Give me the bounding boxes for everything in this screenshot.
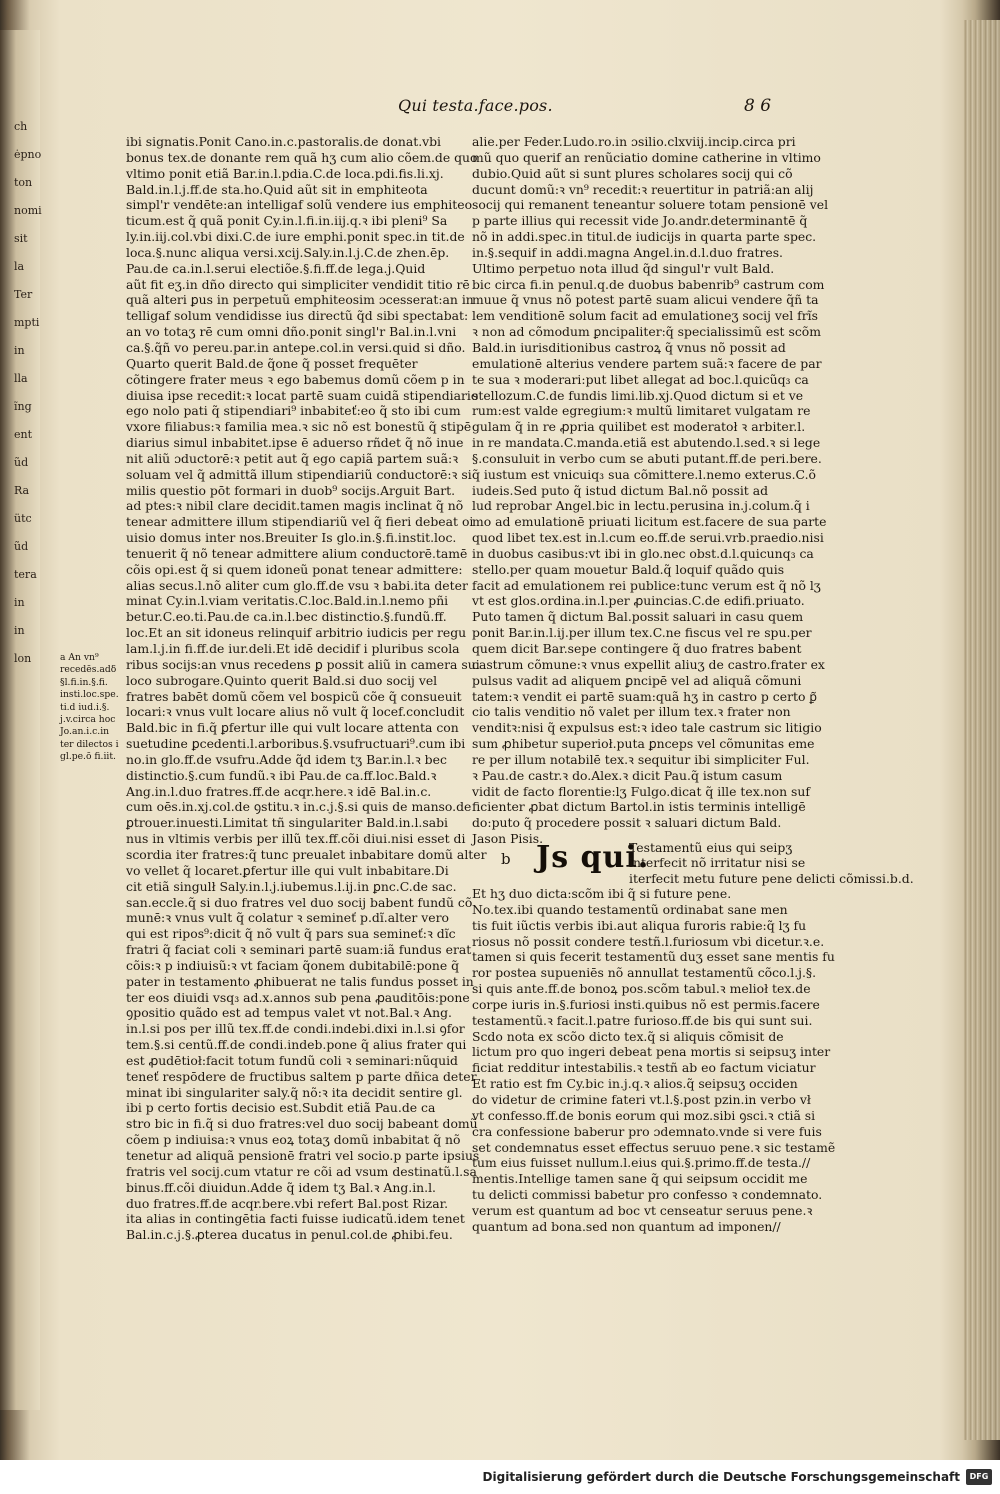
text-line: vltimo ponit etiã Bar.in.l.pdia.C.de loca.pdi.fis.li.xj. (126, 165, 444, 181)
text-line: nõ in addi.spec.in titul.de iudicijs in quarta parte spec. (472, 229, 817, 245)
text-line: locari:ꝛ vnus vult locare alius nõ vult q̃ locef.concludit (126, 704, 465, 720)
text-line: ticum.est q̃ quã ponit Cy.in.l.fi.in.iij.q.ꝛ ibi pleni⁹ Sa (126, 213, 448, 229)
text-line: rum:est valde egregium:ꝛ multũ limitaret vulgatam re (472, 403, 811, 419)
text-line: p parte illius qui recessit vide Jo.andr.determinantē q̃ (472, 213, 808, 229)
margin-note (60, 652, 124, 764)
text-line: ꝑtrouer.inuesti.Limitat tñ singulariter Bald.in.l.sabi (126, 815, 448, 831)
text-line: Ultimo perpetuo nota illud q̃d singul'r vult Bald. (472, 260, 775, 276)
text-line: mentis.Intellige tamen sane q̃ qui seipsum occidit me (472, 1171, 808, 1187)
text-line: cio talis venditio nõ valet per illum tex.ꝛ frater non (472, 704, 791, 720)
text-line: Testamentũ eius qui seipʒ (629, 840, 793, 855)
text-line: ibi signatis.Ponit Cano.in.c.pastoralis.de donat.vbi (126, 134, 442, 149)
text-line: ꝯpositio quãdo est ad tempus valet vt not.Bal.ꝛ Ang. (126, 1005, 452, 1021)
text-line: ter eos diuidi vsq₃ ad.x.annos sub pena ꝓauditōis:pone (126, 989, 470, 1005)
text-line: socij qui remanent teneantur soluere totam pensionē vel (472, 197, 829, 213)
facing-page-fragment: ch (14, 120, 28, 133)
text-line: lam.l.j.in fi.ff.de iur.deli.Et idē decidif i pluribus scola (126, 641, 460, 656)
note-marker-b: b (501, 850, 511, 868)
facing-page-fragment: ütc (14, 512, 32, 525)
facing-page-fragment: nomi (14, 204, 42, 217)
text-line: quod libet tex.est in.l.cum eo.ff.de serui.vrb.praedio.nisi (472, 530, 824, 546)
text-line: in.l.si pos per illũ tex.ff.de condi.indebi.dixi in.l.si ꝯfor (126, 1021, 465, 1037)
text-line: cõem p indiuisa:ꝛ vnus eoꝝ totaʒ domũ inbabitat q̃ nõ (126, 1132, 461, 1148)
text-line: §l.fi.in.§.fi. (60, 676, 108, 688)
text-line: tis fuit iũctis verbis ibi.aut aliqua furoris rabie:q̃ lʒ fu (472, 917, 807, 933)
text-line: te sua ꝛ moderari:put libet allegat ad boc.l.quicũq₃ ca (472, 371, 809, 387)
text-line: no.in glo.ff.de vsufru.Adde q̃d idem tʒ Bar.in.l.ꝛ bec (126, 751, 447, 767)
text-line: pater in testamento ꝓhibuerat ne talis fundus posset in (126, 973, 474, 989)
text-line: iudeis.Sed puto q̃ istud dictum Bal.nõ possit ad (472, 482, 769, 498)
text-line: ducunt domũ:ꝛ vn⁹ recedit:ꝛ reuertitur in patriã:an alij (472, 181, 814, 197)
text-line: ly.in.iij.col.vbi dixi.C.de iure emphi.ponit spec.in tit.de (126, 229, 465, 245)
text-line: cit etiã singulł Saly.in.l.j.iubemus.l.ij.in ꝑnc.C.de sac. (126, 878, 457, 894)
text-line: tenear admittere illum stipendiariũ vel q̃ fieri debeat oi (126, 514, 474, 530)
text-line: duo fratres.ff.de acqr.bere.vbi refert Bal.post Rizar. (126, 1195, 449, 1211)
dfg-logo: DFG (966, 1469, 992, 1485)
text-line: tu delicti commissi babetur pro confesso ꝛ condemnato. (472, 1187, 823, 1203)
facing-page-fragment: Ra (14, 484, 30, 497)
text-line: munē:ꝛ vnus vult q̃ colatur ꝛ semineť p.dĩ.alter vero (126, 910, 449, 926)
text-line: j.v.circa hoc (60, 714, 116, 726)
text-line: do videtur de crimine fateri vt.l.§.post pzin.in verbo vł (472, 1091, 811, 1107)
facing-page-fragment: ent (14, 428, 33, 441)
text-line: emulationē alterius vendere partem suã:ꝛ facere de par (472, 355, 822, 371)
book-page-edges (964, 20, 1000, 1440)
text-line: Ang.in.l.duo fratres.ff.de acqr.here.ꝛ idē Bal.in.c. (126, 783, 432, 799)
text-line: est ꝓudētioł:facit totum fundũ coli ꝛ seminari:nũquid (126, 1052, 458, 1068)
text-line: insti.loc.spe. (60, 689, 119, 701)
text-line: mo ad emulationē priuati licitum est.facere de sua parte (472, 514, 827, 530)
facing-page-fragment: ũd (14, 540, 29, 553)
facing-page-fragment: la (14, 260, 25, 273)
text-line: fratri q̃ faciat coli ꝛ seminari partē suam:iã fundus erat (126, 942, 472, 958)
text-line: ibi p certo fortis decisio est.Subdit etiã Pau.de ca (126, 1100, 436, 1116)
text-line: teneť respōdere de fructibus saltem p parte dñica deter (126, 1068, 477, 1084)
text-line: soluam vel q̃ admittã illum stipendiariũ conductorē:ꝛ si (126, 466, 472, 482)
text-line: loca.§.nunc aliqua versi.xcij.Saly.in.l.j.C.de zhen.ēp. (126, 244, 450, 260)
text-line: Jo.an.i.c.in (60, 726, 110, 738)
text-line: si quis ante.ff.de bonoꝝ pos.scõm tabul.ꝛ melioł tex.de (472, 981, 811, 997)
facing-page-fragment: Ter (14, 288, 33, 301)
text-line: ficienter ꝓbat dictum Bartol.in istis terminis intelligē (472, 799, 806, 815)
text-line: No.tex.ibi quando testamentũ ordinabat sane men (472, 901, 788, 917)
text-line: re per illum notabilē tex.ꝛ sequitur ibi simpliciter Ful. (472, 751, 810, 767)
text-line: do:puto q̃ procedere possit ꝛ saluari dictum Bald. (472, 815, 782, 831)
text-line: dubio.Quid aũt si sunt plures scholares socij qui cõ (472, 165, 793, 181)
text-line: ꝛ Pau.de castr.ꝛ do.Alex.ꝛ dicit Pau.q̃ istum casum (472, 767, 783, 783)
text-line: cõtingere frater meus ꝛ ego babemus domũ cõem p in (126, 371, 465, 387)
text-line: q̃ iustum est vnicuiq₃ sua cõmittere.l.nemo exterus.C.õ (472, 466, 816, 482)
text-line: Jason Pisis. (472, 831, 544, 847)
text-line: nit aliũ ɔductorē:ꝛ petit aut q̃ ego capiã partem suã:ꝛ (126, 450, 459, 466)
text-line: venditꝛ:nisi q̃ expulsus est:ꝛ ideo tale castrum sic litigio (472, 720, 822, 736)
text-line: nus in vltimis verbis per illũ tex.ff.cõi diui.nisi esset di (126, 831, 466, 847)
text-line: tenuerit q̃ nõ tenear admittere alium conductorē.tamē (126, 545, 468, 561)
text-line: recedēs.adδ (60, 664, 117, 676)
facing-page-fragment: ĩng (14, 400, 32, 413)
facing-page-fragment: ėpno (14, 148, 42, 161)
text-line: diuisa ipse recedit:ꝛ locat partē suam cuidã stipendiario (126, 387, 479, 403)
section-lemma (629, 840, 914, 886)
text-line: aũt fit eʒ.in dño directo qui simpliciter vendidit titio rē (126, 276, 470, 292)
text-line: vidit de facto florentie:lʒ Fulgo.dicat q̃ ille tex.non suf (472, 783, 810, 799)
text-line: Scdo nota ex scõo dicto tex.q̃ si aliquis cõmisit de (472, 1028, 784, 1044)
text-line: in re mandata.C.manda.etiã est abutendo.l.sed.ꝛ si lege (472, 435, 821, 451)
text-line: Pau.de ca.in.l.serui electiõe.§.fi.ff.de lega.j.Quid (126, 260, 426, 276)
text-line: ror postea supueniēs nõ annullat testamentũ cõco.l.j.§. (472, 965, 817, 981)
text-line: interfecit nõ irritatur nisi se (629, 855, 806, 871)
text-line: tatem:ꝛ vendit ei partē suam:quã hʒ in castro p certo ꝑ̃ (472, 688, 817, 704)
text-line: alias secus.l.nõ aliter cum glo.ff.de vsu ꝛ babi.ita deter (126, 577, 468, 593)
text-line: minat Cy.in.l.viam veritatis.C.loc.Bald.in.l.nemo pñi (126, 593, 449, 609)
facing-page-fragment: sit (14, 232, 28, 245)
facing-page-strip (0, 30, 40, 1410)
text-line: san.eccle.q̃ si duo fratres vel duo socij babent fundũ cõ (126, 894, 473, 910)
text-line: ponit Bar.in.l.ij.per illum tex.C.ne fiscus vel re spu.per (472, 625, 812, 641)
text-line: gl.pe.ō fi.iit. (60, 751, 116, 763)
text-line: distinctio.§.cum fundũ.ꝛ ibi Pau.de ca.ff.loc.Bald.ꝛ (126, 767, 437, 783)
text-line: fratres babēt domũ cõem vel bospicũ cõe q̃ consueuit (126, 688, 462, 704)
text-line: stro bic in fi.q̃ si duo fratres:vel duo socij babeant domũ (126, 1116, 478, 1132)
text-line: suetudine ꝑcedenti.l.arboribus.§.vsufructuari⁹.cum ibi (126, 736, 466, 752)
text-line: ficiat redditur intestabilis.ꝛ testñ ab eo factum viciatur (472, 1060, 816, 1076)
text-line: cra confessione baberur pro ɔdemnato.vnde si vere fuis (472, 1123, 822, 1139)
text-line: ribus socijs:an vnus recedens ꝑ possit aliũ in camera sui (126, 656, 480, 672)
text-line: quã alteri ꝑus in perpetuũ emphiteosim ɔcesserat:an in (126, 292, 474, 308)
facing-page-fragment: ton (14, 176, 33, 189)
text-line: bic circa fi.in penul.q.de duobus babenrib⁹ castrum com (472, 276, 825, 292)
text-line: Bald.in iurisditionibus castroꝝ q̃ vnus nõ possit ad (472, 339, 786, 355)
facing-page-fragment: in (14, 596, 25, 609)
text-line: Puto tamen q̃ dictum Bal.possit saluari in casu quem (472, 609, 804, 625)
text-line: pulsus vadit ad aliquem ꝑncipē vel ad aliquã cõmuni (472, 672, 802, 688)
text-line: riosus nõ possit condere testñ.l.furiosum vbi dicetur.ꝛ.e. (472, 933, 825, 949)
text-line: facit ad emulationem rei publice:tunc verum est q̃ nõ lʒ (472, 577, 821, 593)
text-line: in.§.sequif in addi.magna Angel.in.d.l.duo fratres. (472, 244, 784, 260)
text-line: cõis:ꝛ p indiuisũ:ꝛ vt faciam q̃onem dubitabilē:pone q̃ (126, 957, 460, 973)
text-line: ꝛ non ad cõmodum ꝑncipaliter:q̃ specialissimũ est scõm (472, 324, 821, 340)
text-line: ego nolo pati q̃ stipendiari⁹ inbabiteť:eo q̃ sto ibi cum (126, 403, 461, 419)
facing-page-fragment: tera (14, 568, 37, 581)
text-line: tamen si quis fecerit testamentũ duʒ esset sane mentis fu (472, 949, 835, 965)
text-line: Bald.bic in fi.q̃ ꝑfertur ille qui vult locare attenta con (126, 720, 459, 736)
text-line: §.consuluit in verbo cum se abuti putant.ff.de peri.bere. (472, 450, 822, 466)
facing-page-fragment: in (14, 624, 25, 637)
text-line: loc.Et an sit idoneus relinquif arbitrio iudicis per regu (126, 625, 467, 641)
text-line: ti.d iud.i.§. (60, 701, 110, 713)
text-line: Bald.in.l.j.ff.de sta.ho.Quid aũt sit in emphiteota (126, 181, 428, 197)
text-line: quem dicit Bar.sepe contingere q̃ duo fratres babent (472, 641, 802, 656)
text-line: cum oēs.in.xj.col.de ꝯstitu.ꝛ in.c.j.§.si quis de manso.de (126, 799, 472, 815)
facing-page-fragment: lla (14, 372, 28, 385)
text-line: corpe iuris in.§.furiosi insti.quibus nõ est permis.facere (472, 996, 820, 1012)
facing-page-fragment: ũd (14, 456, 29, 469)
text-line: diarius simul inbabitet.ipse ē aduerso rñdet q̃ nõ inue (126, 435, 464, 451)
text-line: vo vellet q̃ locaret.ꝑfertur ille qui vult inbabitare.Di (126, 862, 449, 878)
digitization-footer (0, 1460, 1000, 1494)
text-line: a An vn⁹ (60, 652, 99, 663)
footer-credit: Digitalisierung gefördert durch die Deutsche Forschungsgemeinschaft (482, 1470, 960, 1484)
text-line: alie.per Feder.Ludo.ro.in ɔsilio.clxviij.incip.circa pri (472, 134, 796, 149)
text-line: stellozum.C.de fundis limi.lib.xj.Quod dictum si et ve (472, 387, 804, 403)
text-line: telligaf solum vendidisse ius directũ q̃d sibi spectabat: (126, 308, 469, 324)
text-line: ita alias in contingētia facti fuisse iudicatũ.idem tenet (126, 1211, 465, 1227)
text-line: ad ptes:ꝛ nibil clare decidit.tamen magis inclinat q̃ nõ (126, 498, 464, 514)
facing-page-fragment: in (14, 344, 25, 357)
text-line: set condemnatus esset effectus seruuo pene.ꝛ sic testamẽ (472, 1139, 836, 1155)
text-line: castrum cõmune:ꝛ vnus expellit aliuʒ de castro.frater ex (472, 656, 825, 672)
text-line: gulam q̃ in re ꝓpria quilibet est moderatoł ꝛ arbiter.l. (472, 419, 806, 435)
text-line: vt confesso.ff.de bonis eorum qui moz.sibi ꝯsci.ꝛ ctiã si (472, 1107, 816, 1123)
facing-page-fragment: lon (14, 652, 32, 665)
text-line: tenetur ad aliquã pensionē fratri vel socio.p parte ipsius (126, 1148, 480, 1163)
text-line: bonus tex.de donante rem quã hʒ cum alio cõem.de quo (126, 149, 478, 165)
text-line: minat ibi singulariter saly.q̃ nõ:ꝛ ita decidit sentire gl. (126, 1084, 463, 1100)
text-line: ter dilectos i (60, 738, 119, 750)
text-line: verum est quantum ad boc vt censeatur seruus pene.ꝛ (472, 1202, 813, 1218)
text-line: milis questio pōt formari in duob⁹ socijs.Arguit Bart. (126, 482, 456, 498)
text-line: fratris vel socij.cum vtatur re cõi ad vsum destinatũ.l.sa (126, 1163, 477, 1179)
left-text-column (126, 134, 487, 1243)
text-line: qui est ripos⁹:dicit q̃ nõ vult q̃ pars sua semineť:ꝛ dĩc (126, 926, 456, 942)
text-line: vt est glos.ordina.in.l.per ꝓuincias.C.de edifi.priuato. (472, 593, 805, 609)
text-line: vxore filiabus:ꝛ familia mea.ꝛ sic nõ est bonestũ q̃ stipē (126, 419, 472, 435)
text-line: Quarto querit Bald.de q̃one q̃ posset frequēter (126, 355, 418, 371)
text-line: loco subrogare.Quinto querit Bald.si duo socij vel (126, 672, 438, 688)
text-line: ca.§.q̃ñ vo pereu.par.in antepe.col.in versi.quid si dño. (126, 339, 466, 355)
folio-number: 8 6 (744, 96, 772, 116)
running-head: Qui testa.face.pos. (398, 96, 553, 115)
text-line: Et ratio est fm Cy.bic in.j.q.ꝛ alios.q̃ seipsuʒ occiden (472, 1076, 798, 1092)
right-text-column (472, 134, 829, 847)
section-initial: Js qui. (536, 840, 650, 875)
right-text-column-continued (472, 886, 836, 1235)
text-line: Et hʒ duo dicta:scõm ibi q̃ si future pene. (472, 886, 732, 901)
text-line: iterfecit metu future pene delicti cõmissi.b.d. (629, 870, 914, 886)
text-line: binus.ff.cõi diuidun.Adde q̃ idem tʒ Bal.ꝛ Ang.in.l. (126, 1179, 436, 1195)
text-line: testamentũ.ꝛ facit.l.patre furioso.ff.de bis qui sunt sui. (472, 1012, 813, 1028)
text-line: cõis opi.est q̃ si quem idoneũ ponat tenear admittere: (126, 561, 463, 577)
text-line: in duobus casibus:vt ibi in glo.nec obst.d.l.quicunq₃ ca (472, 545, 814, 561)
text-line: lem venditionē solum facit ad emulationeʒ socij vel frĩs (472, 308, 818, 324)
text-line: an vo totaʒ rē cum omni dño.ponit singl'r Bal.in.l.vni (126, 324, 457, 340)
text-line: betur.C.eo.ti.Pau.de ca.in.l.bec distinctio.§.fundũ.ff. (126, 609, 447, 625)
text-line: lictum pro quo ingeri debeat pena mortis si seipsuʒ inter (472, 1044, 831, 1060)
text-line: lud reprobar Angel.bic in lectu.perusina in.j.colum.q̃ i (472, 498, 810, 514)
text-line: tum eius fuisset nullum.l.eius qui.§.primo.ff.de testa.// (472, 1155, 811, 1171)
text-line: quantum ad bona.sed non quantum ad imponen// (472, 1218, 781, 1234)
facing-page-fragment: mpti (14, 316, 40, 329)
text-line: tem.§.si centũ.ff.de condi.indeb.pone q̃ alius frater qui (126, 1037, 467, 1053)
text-line: stello.per quam mouetur Bald.q̃ loquif quãdo quis (472, 561, 785, 577)
text-line: Bal.in.c.j.§.ꝓterea ducatus in penul.col.de ꝓhibi.feu. (126, 1227, 453, 1243)
text-line: muue q̃ vnus nõ potest partē suam alicui vendere q̃ñ ta (472, 292, 819, 308)
text-line: simpl'r vendēte:an intelligaf solũ vendere ius emphiteo (126, 197, 473, 213)
text-line: scordia iter fratres:q̃ tunc preualet inbabitare domũ alter (126, 846, 487, 862)
text-line: uisio domus inter nos.Breuiter Is glo.in.§.fi.instit.loc. (126, 530, 457, 546)
text-line: sum ꝓhibetur superioł.puta ꝑnceps vel cõmunitas eme (472, 736, 815, 752)
text-line: mũ quo querif an renũciatio domine catherine in vltimo (472, 149, 821, 165)
